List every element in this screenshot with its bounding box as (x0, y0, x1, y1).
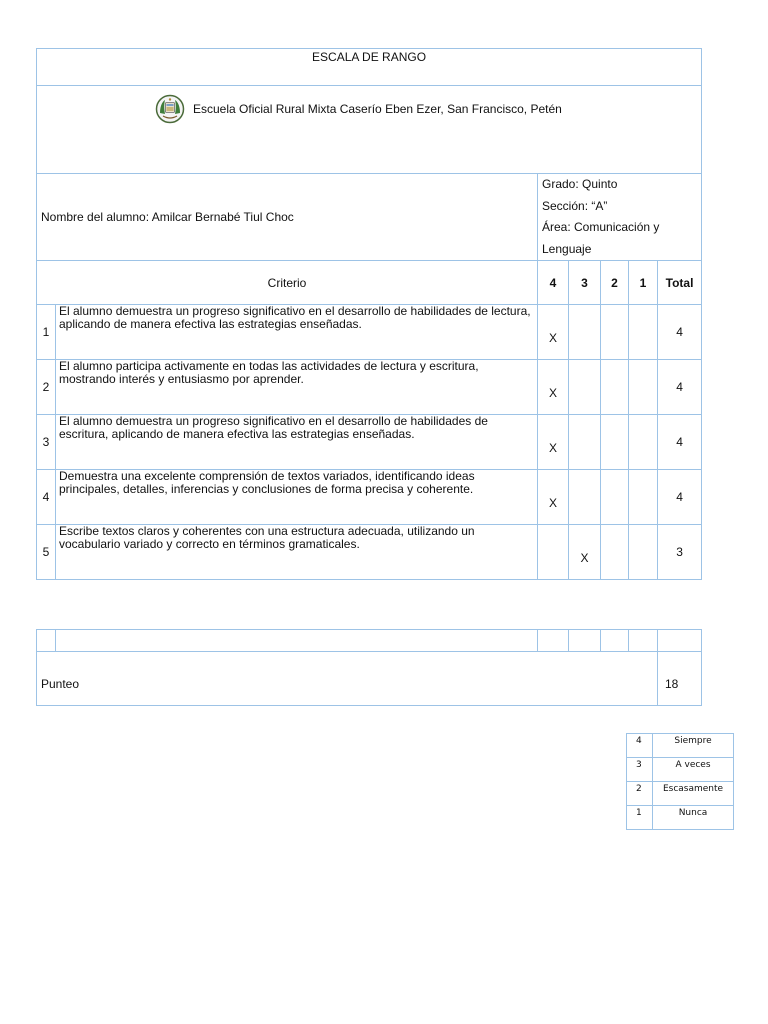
row-number: 1 (37, 305, 56, 360)
mark-4: X (538, 305, 569, 360)
mark-3 (569, 415, 601, 470)
area-line: Área: Comunicación y Lenguaje (542, 220, 660, 256)
table-row (37, 415, 702, 470)
row-number: 2 (37, 360, 56, 415)
mark-2 (601, 525, 629, 580)
mark-3 (569, 305, 601, 360)
criterion-header: Criterio (37, 261, 538, 305)
empty-cell (629, 630, 658, 652)
empty-cell (56, 630, 538, 652)
legend-row (627, 782, 734, 806)
col-1-header: 1 (629, 261, 658, 305)
row-number: 5 (37, 525, 56, 580)
school-crest-icon (155, 94, 185, 124)
student-name: Nombre del alumno: Amilcar Bernabé Tiul Choc (37, 174, 538, 261)
mark-3 (569, 360, 601, 415)
rubric-table (36, 48, 702, 580)
col-2-header: 2 (601, 261, 629, 305)
criterion-text: El alumno demuestra un progreso significativo en el desarrollo de habilidades de escritura, aplicando de manera efectiva las estrategias enseñadas. (56, 415, 538, 470)
mark-2 (601, 415, 629, 470)
col-4-header: 4 (538, 261, 569, 305)
legend-label: Nunca (653, 806, 734, 830)
legend-key: 3 (627, 758, 653, 782)
row-total: 4 (658, 305, 702, 360)
legend-key: 1 (627, 806, 653, 830)
mark-4 (538, 525, 569, 580)
legend-label: Siempre (653, 734, 734, 758)
score-row (37, 652, 702, 706)
empty-cell (37, 630, 56, 652)
section-line: Sección: “A” (542, 198, 608, 213)
mark-4: X (538, 415, 569, 470)
empty-cell (658, 630, 702, 652)
school-header (37, 86, 702, 174)
mark-2 (601, 305, 629, 360)
mark-3 (569, 470, 601, 525)
legend-key: 4 (627, 734, 653, 758)
class-info (538, 174, 702, 261)
score-empty-row (37, 630, 702, 652)
row-total: 3 (658, 525, 702, 580)
mark-4: X (538, 470, 569, 525)
row-total: 4 (658, 360, 702, 415)
legend-row (627, 734, 734, 758)
legend-label: A veces (653, 758, 734, 782)
mark-1 (629, 415, 658, 470)
mark-4: X (538, 360, 569, 415)
mark-1 (629, 360, 658, 415)
row-number: 3 (37, 415, 56, 470)
col-3-header: 3 (569, 261, 601, 305)
row-number: 4 (37, 470, 56, 525)
table-row (37, 360, 702, 415)
score-value: 18 (658, 652, 702, 706)
score-label: Punteo (37, 652, 658, 706)
legend-row (627, 758, 734, 782)
total-header: Total (658, 261, 702, 305)
row-total: 4 (658, 415, 702, 470)
criterion-text: El alumno demuestra un progreso significativo en el desarrollo de habilidades de lectura, aplicando de manera efectiva las estrategias enseñadas. (56, 305, 538, 360)
criterion-text: Demuestra una excelente comprensión de textos variados, identificando ideas principales, detalles, inferencias y conclusiones de forma precisa y coherente. (56, 470, 538, 525)
legend-label: Escasamente (653, 782, 734, 806)
criterion-text: Escribe textos claros y coherentes con una estructura adecuada, utilizando un vocabulario variado y correcto en términos gramaticales. (56, 525, 538, 580)
document-title: ESCALA DE RANGO (37, 49, 702, 86)
row-total: 4 (658, 470, 702, 525)
legend-key: 2 (627, 782, 653, 806)
empty-cell (569, 630, 601, 652)
criterion-text: El alumno participa activamente en todas las actividades de lectura y escritura, mostrando interés y entusiasmo por aprender. (56, 360, 538, 415)
mark-2 (601, 470, 629, 525)
mark-1 (629, 470, 658, 525)
table-row (37, 305, 702, 360)
rubric-header-row (37, 261, 702, 305)
table-row (37, 525, 702, 580)
grade-line: Grado: Quinto (542, 177, 618, 191)
legend-table (626, 733, 734, 830)
mark-2 (601, 360, 629, 415)
score-table (36, 629, 702, 706)
legend-row (627, 806, 734, 830)
mark-1 (629, 305, 658, 360)
mark-3: X (569, 525, 601, 580)
mark-1 (629, 525, 658, 580)
table-row (37, 470, 702, 525)
school-name: Escuela Oficial Rural Mixta Caserío Eben Ezer, San Francisco, Petén (193, 102, 562, 116)
empty-cell (538, 630, 569, 652)
empty-cell (601, 630, 629, 652)
